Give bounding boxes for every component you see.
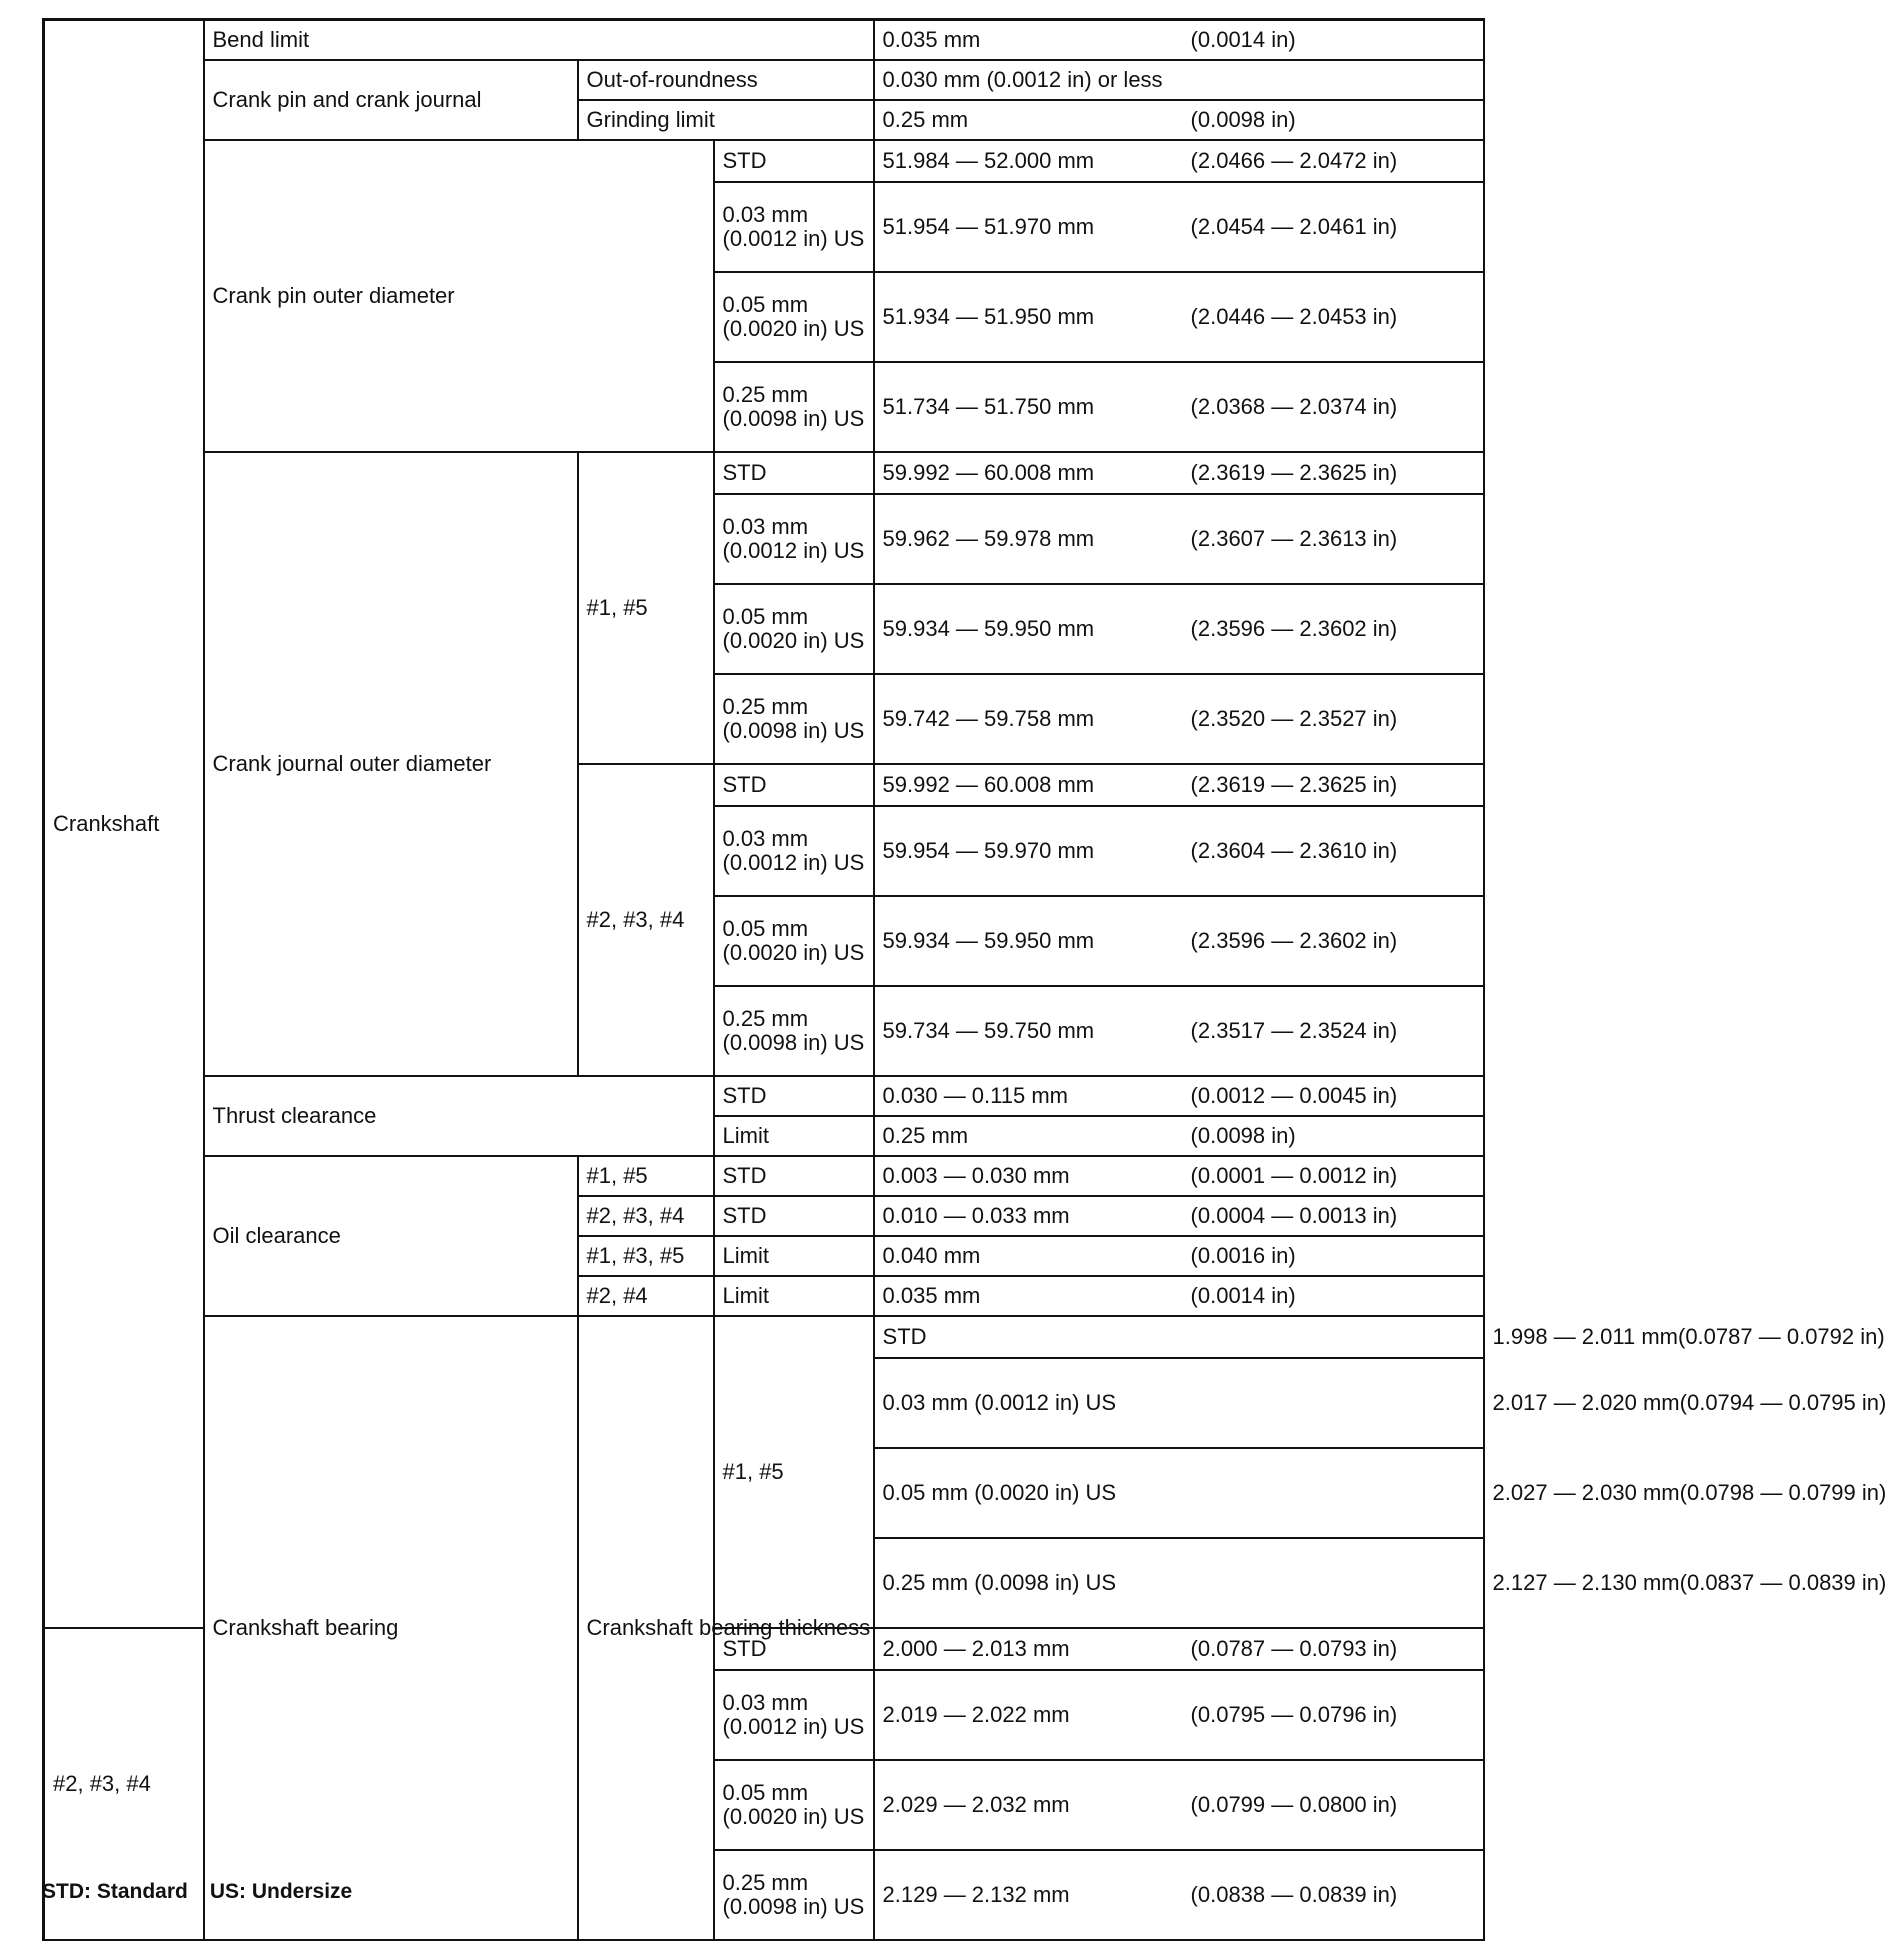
row-label: Crank pin outer diameter — [204, 140, 714, 452]
value-mm: 59.954 — 59.970 mm — [882, 838, 1095, 863]
value-in: (0.0799 — 0.0800 in) — [1190, 1792, 1398, 1817]
value-in: (2.0368 — 2.0374 in) — [1190, 394, 1398, 419]
spec-cell: 0.05 mm (0.0020 in) US — [874, 1448, 1484, 1538]
value-in: (2.0454 — 2.0461 in) — [1190, 214, 1398, 239]
value-mm: 51.954 — 51.970 mm — [882, 214, 1095, 239]
spec-cell: Limit — [714, 1116, 874, 1156]
spec-cell: STD — [714, 1196, 874, 1236]
sub-label: Out-of-roundness — [578, 60, 874, 100]
table-row — [44, 20, 1484, 61]
spec-cell: 0.25 mm (0.0098 in) US — [714, 674, 874, 764]
journal-group-label: #2, #4 — [578, 1276, 714, 1316]
footnote-std: STD: Standard — [42, 1880, 188, 1903]
row-label: Oil clearance — [204, 1156, 578, 1316]
value-mm: 2.019 — 2.022 mm — [882, 1702, 1070, 1727]
journal-group-label: #2, #3, #4 — [578, 1196, 714, 1236]
value-in: (0.0795 — 0.0796 in) — [1190, 1702, 1398, 1727]
value-mm: 0.010 — 0.033 mm — [882, 1203, 1070, 1228]
group-label-crankshaft: Crankshaft — [44, 20, 204, 1629]
spec-cell: 0.25 mm (0.0098 in) US — [714, 362, 874, 452]
value-in: (0.0098 in) — [1190, 107, 1296, 132]
spec-cell: 0.25 mm (0.0098 in) US — [714, 986, 874, 1076]
table-row — [44, 1156, 1484, 1196]
table-row — [44, 1316, 1484, 1358]
value-in: (0.0837 — 0.0839 in) — [1679, 1570, 1886, 1595]
value-in: (2.3604 — 2.3610 in) — [1190, 838, 1398, 863]
value-mm: 0.040 mm — [882, 1243, 981, 1268]
row-label: Crankshaft bearing thickness — [578, 1316, 714, 1940]
spec-cell: 0.05 mm (0.0020 in) US — [714, 584, 874, 674]
spec-cell: 0.05 mm (0.0020 in) US — [714, 272, 874, 362]
value-in: (0.0014 in) — [1190, 1283, 1296, 1308]
value-in: (0.0794 — 0.0795 in) — [1679, 1390, 1886, 1415]
value-mm: 51.934 — 51.950 mm — [882, 304, 1095, 329]
group-label-bearing: Crankshaft bearing — [204, 1316, 578, 1940]
value-in: (2.0466 — 2.0472 in) — [1190, 148, 1398, 173]
journal-group-label: #1, #3, #5 — [578, 1236, 714, 1276]
value-in: (2.3596 — 2.3602 in) — [1190, 928, 1398, 953]
value-mm: 2.029 — 2.032 mm — [882, 1792, 1070, 1817]
spec-cell: STD — [714, 1628, 874, 1670]
value-in: (0.0787 — 0.0792 in) — [1678, 1324, 1885, 1349]
row-label: Bend limit — [204, 20, 874, 61]
row-label: Crank pin and crank journal — [204, 60, 578, 140]
value-mm: 0.030 — 0.115 mm — [882, 1083, 1068, 1108]
value-mm: 51.984 — 52.000 mm — [882, 148, 1095, 173]
row-label: Thrust clearance — [204, 1076, 714, 1156]
value-in: (0.0014 in) — [1190, 27, 1296, 52]
journal-group-label: #1, #5 — [578, 1156, 714, 1196]
value-in: (0.0098 in) — [1190, 1123, 1296, 1148]
spec-cell: 0.03 mm (0.0012 in) US — [714, 806, 874, 896]
value-mm: 0.25 mm — [882, 107, 969, 132]
spec-cell: Limit — [714, 1236, 874, 1276]
value-in: (0.0787 — 0.0793 in) — [1190, 1636, 1398, 1661]
value-mm: 59.962 — 59.978 mm — [882, 526, 1095, 551]
value-mm: 0.035 mm — [882, 1283, 981, 1308]
journal-group-label: #2, #3, #4 — [578, 764, 714, 1076]
value-mm: 59.934 — 59.950 mm — [882, 928, 1095, 953]
spec-cell: STD — [714, 764, 874, 806]
spec-cell: 0.05 mm (0.0020 in) US — [714, 1760, 874, 1850]
spec-cell: 0.05 mm (0.0020 in) US — [714, 896, 874, 986]
spec-cell: Limit — [714, 1276, 874, 1316]
value-mm: 59.734 — 59.750 mm — [882, 1018, 1095, 1043]
table-row — [44, 452, 1484, 494]
table-row — [44, 1076, 1484, 1116]
spec-cell: STD — [714, 452, 874, 494]
value-in: (0.0001 — 0.0012 in) — [1190, 1163, 1398, 1188]
value-in: (0.0004 — 0.0013 in) — [1190, 1203, 1398, 1228]
value-mm: 0.035 mm — [882, 27, 981, 52]
row-label: Crank journal outer diameter — [204, 452, 578, 1076]
value-mm: 0.25 mm — [882, 1123, 969, 1148]
journal-group-label: #1, #5 — [578, 452, 714, 764]
crankshaft-spec-table — [42, 18, 1886, 1941]
sub-label: Grinding limit — [578, 100, 874, 140]
value-mm: 59.934 — 59.950 mm — [882, 616, 1095, 641]
value-mm: 2.027 — 2.030 mm — [1492, 1480, 1680, 1505]
journal-group-label: #2, #3, #4 — [44, 1628, 204, 1940]
value-mm: 59.992 — 60.008 mm — [882, 460, 1095, 485]
spec-cell: 0.03 mm (0.0012 in) US — [714, 1670, 874, 1760]
value-mm: 1.998 — 2.011 mm — [1492, 1324, 1678, 1349]
value-mm: 59.742 — 59.758 mm — [882, 706, 1095, 731]
spec-cell: 0.03 mm (0.0012 in) US — [714, 182, 874, 272]
value-in: (2.3619 — 2.3625 in) — [1190, 772, 1398, 797]
spec-cell: 0.25 mm (0.0098 in) US — [874, 1538, 1484, 1628]
spec-cell: 0.25 mm (0.0098 in) US — [714, 1850, 874, 1940]
footnote-us: US: Undersize — [209, 1880, 353, 1903]
value-mm: 2.017 — 2.020 mm — [1492, 1390, 1680, 1415]
value-mm: 0.003 — 0.030 mm — [882, 1163, 1070, 1188]
value-in: (0.0012 — 0.0045 in) — [1190, 1083, 1398, 1108]
spec-cell: 0.03 mm (0.0012 in) US — [714, 494, 874, 584]
value-in: (2.0446 — 2.0453 in) — [1190, 304, 1398, 329]
spec-cell: STD — [714, 1156, 874, 1196]
value-in: (2.3517 — 2.3524 in) — [1190, 1018, 1398, 1043]
value-mm: 2.129 — 2.132 mm — [882, 1882, 1070, 1907]
table-row — [44, 60, 1484, 100]
journal-group-label: #1, #5 — [714, 1316, 874, 1628]
spec-cell: 0.03 mm (0.0012 in) US — [874, 1358, 1484, 1448]
footnote — [42, 1880, 374, 1904]
value-in: (0.0838 — 0.0839 in) — [1190, 1882, 1398, 1907]
spec-cell: STD — [714, 1076, 874, 1116]
table-row — [44, 140, 1484, 182]
value-in: (2.3596 — 2.3602 in) — [1190, 616, 1398, 641]
value-in: (0.0798 — 0.0799 in) — [1679, 1480, 1886, 1505]
value-mm: 0.030 mm (0.0012 in) or less — [874, 60, 1484, 100]
value-in: (0.0016 in) — [1190, 1243, 1296, 1268]
value-in: (2.3520 — 2.3527 in) — [1190, 706, 1398, 731]
value-in: (2.3619 — 2.3625 in) — [1190, 460, 1398, 485]
spec-cell: STD — [714, 140, 874, 182]
value-mm: 2.000 — 2.013 mm — [882, 1636, 1070, 1661]
spec-cell: STD — [874, 1316, 1484, 1358]
value-in: (2.3607 — 2.3613 in) — [1190, 526, 1398, 551]
value-mm: 59.992 — 60.008 mm — [882, 772, 1095, 797]
value-mm: 2.127 — 2.130 mm — [1492, 1570, 1680, 1595]
value-mm: 51.734 — 51.750 mm — [882, 394, 1095, 419]
